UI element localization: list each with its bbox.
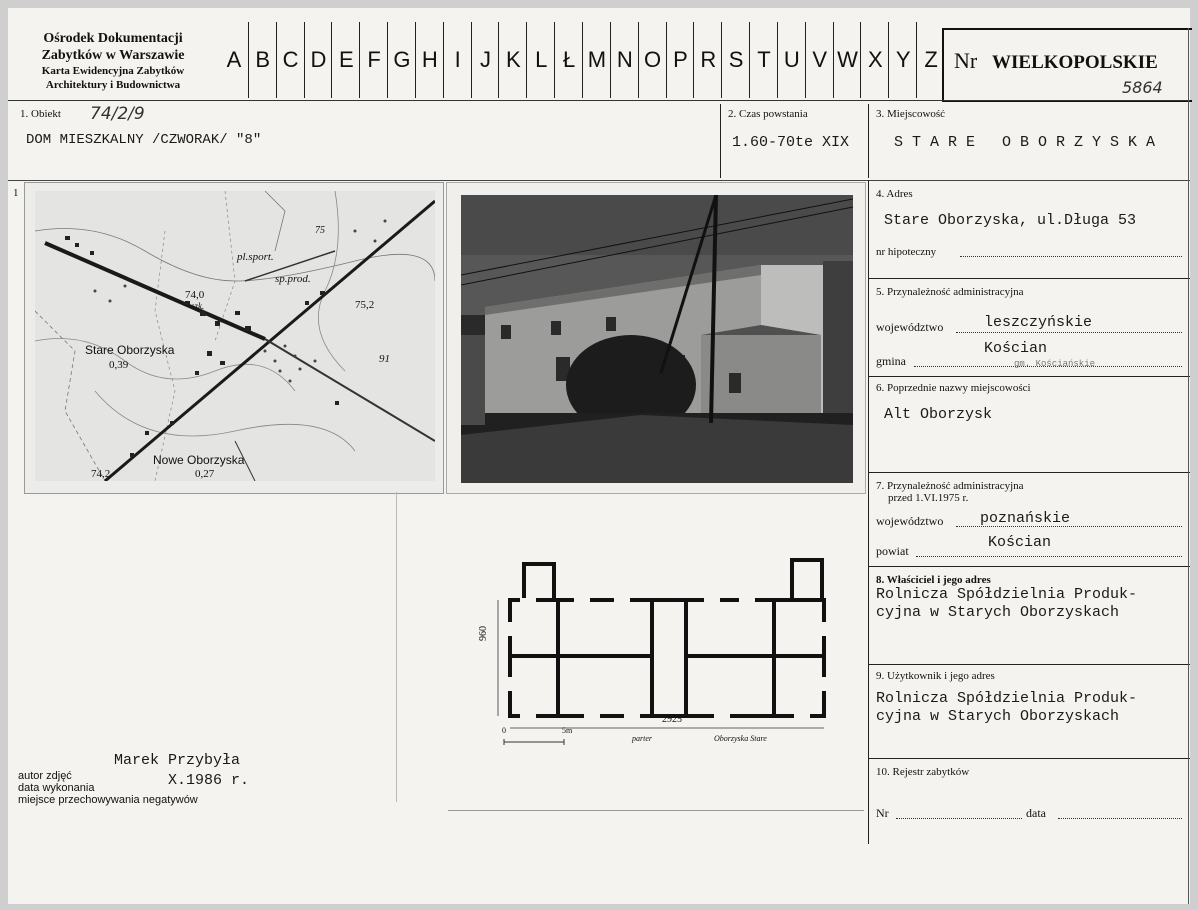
institution-line1: Ośrodek Dokumentacji [43, 31, 183, 46]
alphabet-letter: Y [888, 22, 917, 98]
field7-label: 7. Przynależność administracyjna [876, 480, 1024, 492]
field7-powiat-label: powiat [876, 544, 909, 558]
field5-gmina-label: gmina [876, 354, 906, 368]
plan-scale-0: 0 [502, 726, 506, 735]
field4-value: Stare Oborzyska, ul.Długa 53 [884, 212, 1137, 229]
field5-woj-value: leszczyńskie [984, 314, 1093, 331]
author-date-value: X.1986 r. [168, 772, 250, 789]
author-photo-label: autor zdjęć [18, 770, 72, 782]
alphabet-letter: E [331, 22, 360, 98]
field8-line1: Rolnicza Spółdzielnia Produk- [876, 586, 1138, 603]
location-map [35, 191, 435, 481]
building-photo [461, 195, 853, 483]
alphabet-letter: A [226, 47, 242, 72]
field9-line1: Rolnicza Spółdzielnia Produk- [876, 690, 1138, 707]
alphabet-index [220, 22, 944, 98]
field4-hip-label: nr hipoteczny [876, 246, 937, 258]
nr-box [942, 28, 1192, 102]
alphabet-letter: B [248, 22, 277, 98]
map-label-szk: szk. [191, 301, 205, 311]
alphabet-letter: Z [916, 22, 945, 98]
map-frame [13, 182, 444, 494]
author-neg-label: miejsce przechowywania negatywów [18, 794, 198, 806]
alphabet-letter: U [777, 22, 806, 98]
plan-dim-height: 960 [478, 626, 489, 641]
field5-woj-label: województwo [876, 320, 944, 334]
alphabet-letter: C [276, 22, 305, 98]
alphabet-letter: W [833, 22, 862, 98]
alphabet-letter: M [582, 22, 611, 98]
alphabet-letter: R [693, 22, 722, 98]
field6-value: Alt Oborzysk [884, 406, 993, 423]
record-card [8, 8, 1190, 904]
alphabet-letter: V [805, 22, 834, 98]
alphabet-letter: F [359, 22, 388, 98]
alphabet-letter: N [610, 22, 639, 98]
field7-powiat-value: Kościan [988, 534, 1052, 551]
field1-value: DOM MIESZKALNY /CZWORAK/ "8" [26, 132, 262, 148]
map-label-91: 91 [379, 353, 390, 365]
field1-ref: 74/2/9 [90, 104, 145, 124]
plan-scale-5: 5m [562, 726, 573, 735]
field5-gmina-value: Kościan [984, 340, 1048, 357]
alphabet-letter: Ł [554, 22, 583, 98]
alphabet-letter: X [860, 22, 889, 98]
nr-label: Nr [954, 48, 978, 73]
map-label-nowe: Nowe Oborzyska [153, 453, 245, 467]
field7-woj-label: województwo [876, 514, 944, 528]
map-label-039: 0,39 [109, 359, 129, 371]
field3-label: 3. Miejscowość [876, 108, 946, 120]
alphabet-letter: K [498, 22, 527, 98]
field7-woj-value: poznańskie [980, 510, 1071, 527]
nr-number: 5864 [1122, 78, 1163, 97]
map-label-740: 74,0 [185, 289, 205, 301]
plan-place: Oborzyska Stare [714, 734, 767, 743]
field10-data-label: data [1026, 806, 1046, 820]
map-label-742: 74,2 [91, 468, 111, 480]
map-label-stare: Stare Oborzyska [85, 343, 175, 357]
field4-label: 4. Adres [876, 188, 913, 200]
field6-label: 6. Poprzednie nazwy miejscowości [876, 382, 1031, 394]
map-index: 1 [13, 187, 19, 199]
field10-label: 10. Rejestr zabytków [876, 766, 970, 778]
field2-label: 2. Czas powstania [728, 108, 808, 120]
institution-line3: Karta Ewidencyjna Zabytków [41, 65, 185, 77]
alphabet-letter: I [443, 22, 472, 98]
field7-label2: przed 1.VI.1975 r. [888, 492, 969, 504]
institution-line2: Zabytków w Warszawie [41, 48, 185, 63]
map-label-plsport: pl.sport. [237, 251, 274, 263]
map-label-752: 75,2 [355, 299, 375, 311]
photo-frame [446, 182, 866, 494]
alphabet-letter: T [749, 22, 778, 98]
author-date-label: data wykonania [18, 782, 95, 794]
alphabet-letter: S [721, 22, 750, 98]
field1-label: 1. Obiekt [20, 108, 61, 120]
plan-floor: parter [632, 734, 652, 743]
alphabet-letter: L [526, 22, 555, 98]
field9-line2: cyjna w Starych Oborzyskach [876, 708, 1120, 725]
field8-line2: cyjna w Starych Oborzyskach [876, 604, 1120, 621]
institution-line4: Architektury i Budownictwa [45, 79, 181, 91]
field5-label: 5. Przynależność administracyjna [876, 286, 1024, 298]
field9-label: 9. Użytkownik i jego adres [876, 670, 995, 682]
field8-label: 8. Właściciel i jego adres [876, 574, 991, 586]
alphabet-letter: H [415, 22, 444, 98]
plan-dim-width: 2925 [662, 714, 682, 725]
author-photo-value: Marek Przybyła [114, 752, 241, 769]
floor-plan [474, 542, 834, 772]
alphabet-letter: P [666, 22, 695, 98]
field5-gmina-note: gm. Kościańskie [1014, 359, 1096, 369]
field10-nr-label: Nr [876, 806, 889, 820]
alphabet-letter: D [304, 22, 333, 98]
nr-region: WIELKOPOLSKIE [992, 52, 1158, 73]
alphabet-letter: J [471, 22, 500, 98]
field3-value: S T A R E O B O R Z Y S K A [894, 134, 1156, 151]
alphabet-letter: O [638, 22, 667, 98]
map-label-027: 0,27 [195, 468, 215, 480]
field2-value: 1.60-70te XIX [732, 134, 850, 151]
alphabet-letter: G [387, 22, 416, 98]
map-label-spprod: sp.prod. [275, 273, 311, 285]
institution-block [8, 30, 218, 92]
map-label-75: 75 [315, 225, 325, 236]
